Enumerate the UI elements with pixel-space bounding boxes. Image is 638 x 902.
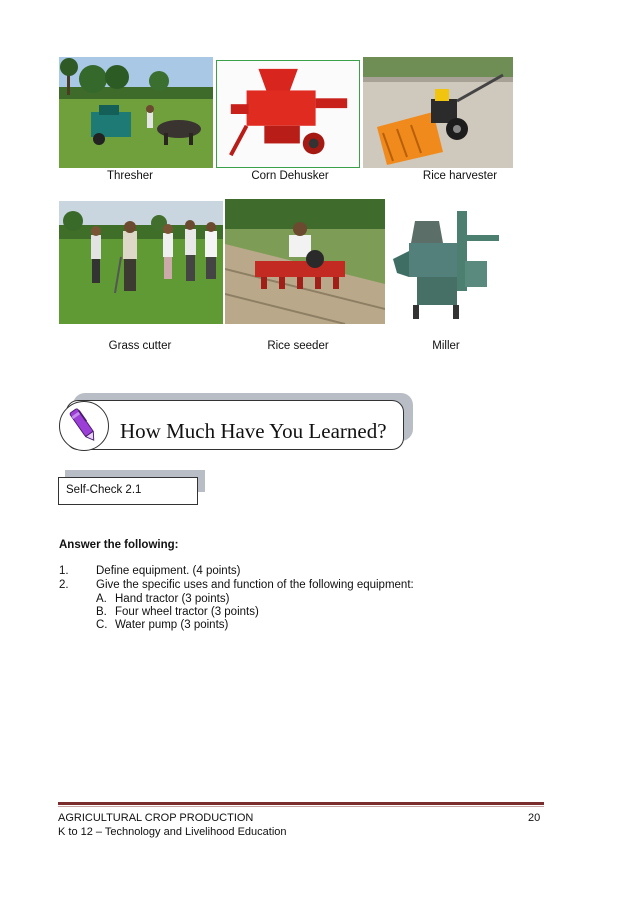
caption-miller: Miller [432, 340, 460, 352]
caption-grass-cutter: Grass cutter [108, 340, 172, 352]
footer-rule-thin [58, 806, 544, 807]
footer-course: AGRICULTURAL CROP PRODUCTION [58, 812, 254, 824]
pen-icon-circle [59, 401, 109, 451]
subitem-letter: A. [96, 593, 107, 605]
banner-title: How Much Have You Learned? [120, 419, 387, 443]
pen-icon [60, 402, 107, 449]
subitem-text: Four wheel tractor (3 points) [115, 606, 259, 618]
footer-page-number: 20 [528, 812, 541, 824]
item-text: Define equipment. (4 points) [96, 565, 241, 577]
miller-photo [387, 201, 507, 324]
caption-thresher: Thresher [106, 170, 154, 182]
item-number: 1. [59, 565, 69, 577]
item-number: 2. [59, 579, 69, 591]
footer-program: K to 12 – Technology and Livelihood Education [58, 826, 287, 838]
item-text: Give the specific uses and function of the following equipment: [96, 579, 414, 591]
subitem-text: Hand tractor (3 points) [115, 593, 230, 605]
caption-corn-dehusker: Corn Dehusker [251, 170, 329, 182]
caption-rice-harvester: Rice harvester [422, 170, 498, 182]
footer-rule [58, 802, 544, 805]
self-check-label: Self-Check 2.1 [66, 484, 142, 496]
grass-cutter-photo [59, 201, 223, 324]
questions-heading: Answer the following: [59, 539, 179, 551]
subitem-letter: C. [96, 619, 108, 631]
subitem-text: Water pump (3 points) [115, 619, 229, 631]
corn-dehusker-photo [216, 60, 360, 168]
caption-rice-seeder: Rice seeder [267, 340, 329, 352]
rice-harvester-photo [363, 57, 513, 168]
rice-seeder-photo [225, 199, 385, 324]
subitem-letter: B. [96, 606, 107, 618]
thresher-photo [59, 57, 213, 168]
